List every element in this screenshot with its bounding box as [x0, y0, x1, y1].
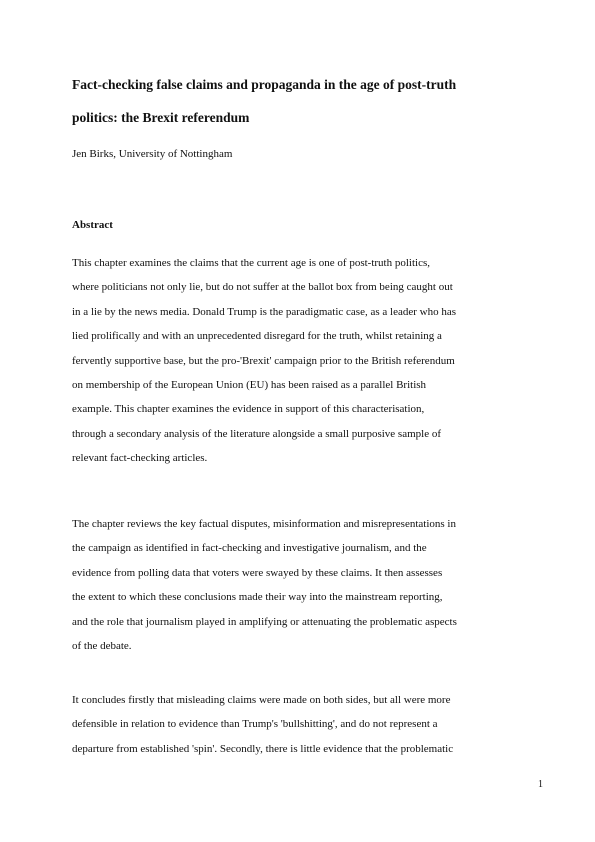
text-line: on membership of the European Union (EU) has been raised as a parallel British: [72, 379, 427, 392]
abstract-heading: Abstract: [72, 219, 113, 231]
text-line: the extent to which these conclusions made their way into the mainstream reporting,: [72, 591, 443, 604]
text-line: evidence from polling data that voters were swayed by these claims. It then assesses: [72, 566, 443, 579]
text-line: fervently supportive base, but the pro-'Brexit' campaign prior to the British referendum: [72, 354, 455, 367]
text-line: relevant fact-checking articles.: [72, 452, 208, 465]
text-line: It concludes firstly that misleading claims were made on both sides, but all were more: [72, 694, 451, 706]
document-title: [72, 68, 532, 134]
text-line: where politicians not only lie, but do not suffer at the ballot box from being caught out: [72, 281, 453, 294]
text-line: through a secondary analysis of the literature alongside a small purposive sample of: [72, 427, 442, 440]
title-line: politics: the Brexit referendum: [72, 110, 250, 125]
text-line: and the role that journalism played in amplifying or attenuating the problematic aspects: [72, 615, 457, 628]
text-line: lied prolifically and with an unprecedented disregard for the truth, whilst retaining a: [72, 330, 442, 343]
page-number: 1: [538, 779, 543, 790]
abstract-paragraph-2: [72, 512, 528, 658]
text-line: defensible in relation to evidence than Trump's 'bullshitting', and do not represent a: [72, 718, 438, 731]
text-line: example. This chapter examines the evidence in support of this characterisation,: [72, 403, 425, 416]
text-line: in a lie by the news media. Donald Trump is the paradigmatic case, as a leader who has: [72, 305, 456, 318]
title-line: Fact-checking false claims and propaganda in the age of post-truth: [72, 77, 457, 92]
author-affiliation: Jen Birks, University of Nottingham: [72, 148, 233, 160]
text-line: departure from established 'spin'. Secondly, there is little evidence that the problematic: [72, 742, 454, 755]
text-line: of the debate.: [72, 640, 132, 653]
abstract-paragraph-1: [72, 251, 528, 471]
text-line: the campaign as identified in fact-checking and investigative journalism, and the: [72, 542, 427, 555]
text-line: The chapter reviews the key factual disputes, misinformation and misrepresentations in: [72, 518, 456, 530]
abstract-paragraph-3: [72, 688, 528, 761]
text-line: This chapter examines the claims that the current age is one of post-truth politics,: [72, 257, 431, 269]
